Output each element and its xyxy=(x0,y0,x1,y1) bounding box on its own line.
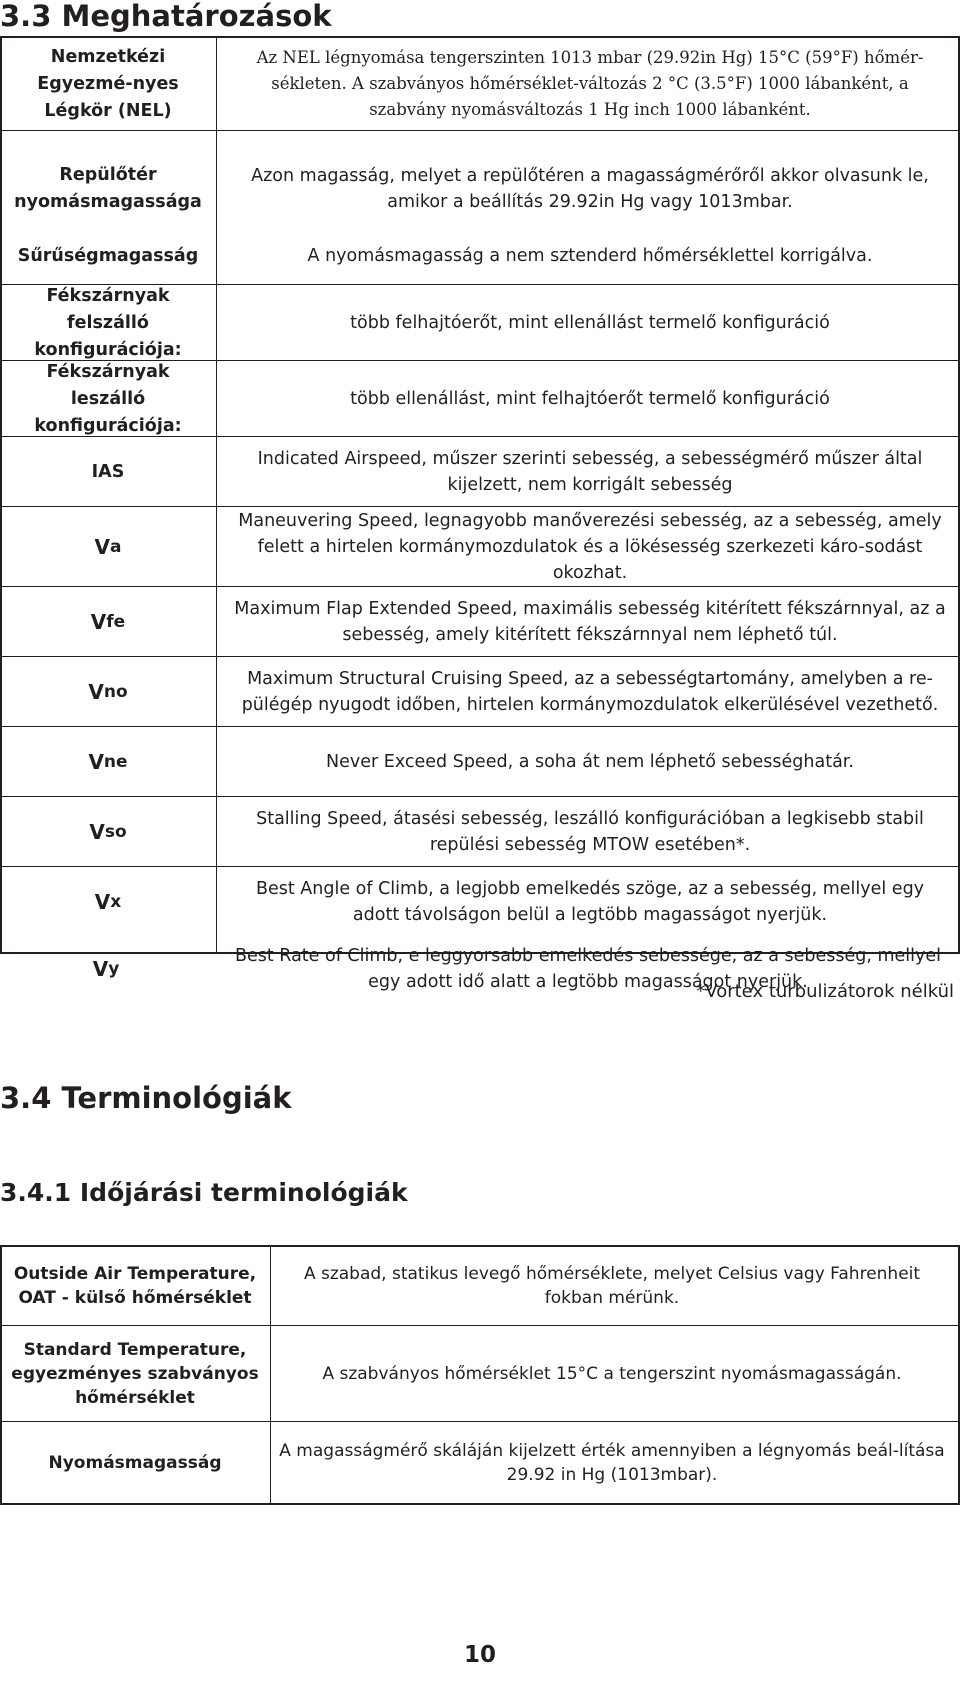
section-title-terminology: 3.4 Terminológiák xyxy=(0,1081,292,1115)
table-row xyxy=(2,1421,958,1504)
table-row xyxy=(2,1325,958,1422)
speed-symbol: V ne xyxy=(88,749,128,774)
speed-symbol: V y xyxy=(92,956,120,981)
table-row xyxy=(2,796,958,867)
speed-symbol: V a xyxy=(94,534,122,559)
footnote: *Vortex turbulizátorok nélkül xyxy=(696,981,954,1002)
definition-cell: Maximum Structural Cruising Speed, az a sebességtartomány, amelyben a re-pülégép nyugodt időben, hirtelen kormánymozdulatok elkerülésével vezethető. xyxy=(241,669,939,715)
definition-cell: Azon magasság, melyet a repülőtéren a magasságmérőről akkor olvasunk le, amikor a beállítás 29.92in Hg vagy 1013mbar. xyxy=(251,165,929,212)
term-cell: Nemzetkézi Egyezmé-nyes Légkör (NEL) xyxy=(37,46,179,121)
definition-cell: több felhajtóerőt, mint ellenállást termelő konfiguráció xyxy=(350,313,830,333)
table-row xyxy=(2,360,958,437)
term-cell: IAS xyxy=(91,461,125,482)
table-row xyxy=(2,506,958,587)
definition-cell: Indicated Airspeed, műszer szerinti sebesség, a sebességmérő műszer által kijelzett, nem korrigált sebesség xyxy=(257,449,923,495)
definition-cell: Best Angle of Climb, a legjobb emelkedés szöge, az a sebesség, mellyel egy adott távolságon belül a legtöbb magasságot nyerjük. xyxy=(255,879,925,925)
definition-cell: több ellenállást, mint felhajtóerőt termelő konfiguráció xyxy=(350,389,830,409)
definition-cell: A magasságmérő skáláján kijelzett érték amennyiben a légnyomás beál-lítása 29.92 in Hg (1013mbar). xyxy=(279,1441,945,1485)
term-cell: Fékszárnyak leszálló konfigurációja: xyxy=(34,361,182,436)
definition-cell: Az NEL légnyomása tengerszinten 1013 mbar (29.92in Hg) 15°C (59°F) hőmér-sékleten. A szabványos hőmérséklet-változás 2 °C (3.5°F) 1000 lábanként, a szabvány nyomásváltozás 1 Hg inch 1000 lábanként. xyxy=(256,48,924,119)
subsection-title-weather: 3.4.1 Időjárási terminológiák xyxy=(0,1178,408,1207)
definition-cell: Stalling Speed, átasési sebesség, leszálló konfigurációban a legkisebb stabil repülési sebesség MTOW esetében*. xyxy=(256,809,924,855)
definition-cell: Best Rate of Climb, e leggyorsabb emelkedés sebessége, az a sebesség, mellyel egy adott idő alatt a legtöbb magasságot nyerjük. xyxy=(234,946,942,992)
table-row xyxy=(2,656,958,727)
table-row xyxy=(0,934,960,1004)
term-cell: Outside Air Temperature, OAT - külső hőmérséklet xyxy=(13,1264,257,1308)
term-cell: Repülőtér nyomásmagassága xyxy=(14,164,202,212)
table-row xyxy=(2,1247,958,1325)
term-cell: Nyomásmagasság xyxy=(48,1453,222,1473)
table-row xyxy=(2,38,958,130)
table-row xyxy=(2,436,958,507)
table-row xyxy=(2,284,958,361)
speed-symbol: V no xyxy=(88,679,128,704)
definition-cell: A nyomásmagasság a nem sztenderd hőmérséklettel korrigálva. xyxy=(307,246,873,266)
definition-cell: A szabványos hőmérséklet 15°C a tengerszint nyomásmagasságán. xyxy=(322,1364,902,1384)
speed-symbol: V so xyxy=(89,819,127,844)
definition-cell: A szabad, statikus levegő hőmérséklete, melyet Celsius vagy Fahrenheit fokban mérünk. xyxy=(303,1264,921,1308)
definition-cell: Maneuvering Speed, legnagyobb manőverezési sebesség, az a sebesség, amely felett a hirtelen kormánymozdulatok és a lökésesség szerkezeti káro-sodást okozhat. xyxy=(238,511,942,583)
table-row xyxy=(2,586,958,657)
term-cell: Sűrűségmagasság xyxy=(17,245,199,266)
page-number: 10 xyxy=(463,1642,496,1668)
table-row xyxy=(2,228,958,284)
term-cell: Fékszárnyak felszálló konfigurációja: xyxy=(34,285,182,360)
speed-symbol: V fe xyxy=(90,609,126,634)
table-row xyxy=(2,726,958,797)
table-row xyxy=(2,866,958,937)
section-title: 3.3 Meghatározások xyxy=(0,0,332,33)
definition-cell: Maximum Flap Extended Speed, maximális sebesség kitérített fékszárnnyal, az a sebesség, amely kitérített fékszárnnyal nem léphető túl. xyxy=(234,599,946,645)
speed-symbol: V x xyxy=(94,889,122,914)
term-cell: Standard Temperature, egyezményes szabványos hőmérséklet xyxy=(11,1340,259,1408)
definitions-table xyxy=(0,36,960,954)
definition-cell: Never Exceed Speed, a soha át nem léphető sebességhatár. xyxy=(326,752,854,772)
weather-terms-table xyxy=(0,1245,960,1505)
